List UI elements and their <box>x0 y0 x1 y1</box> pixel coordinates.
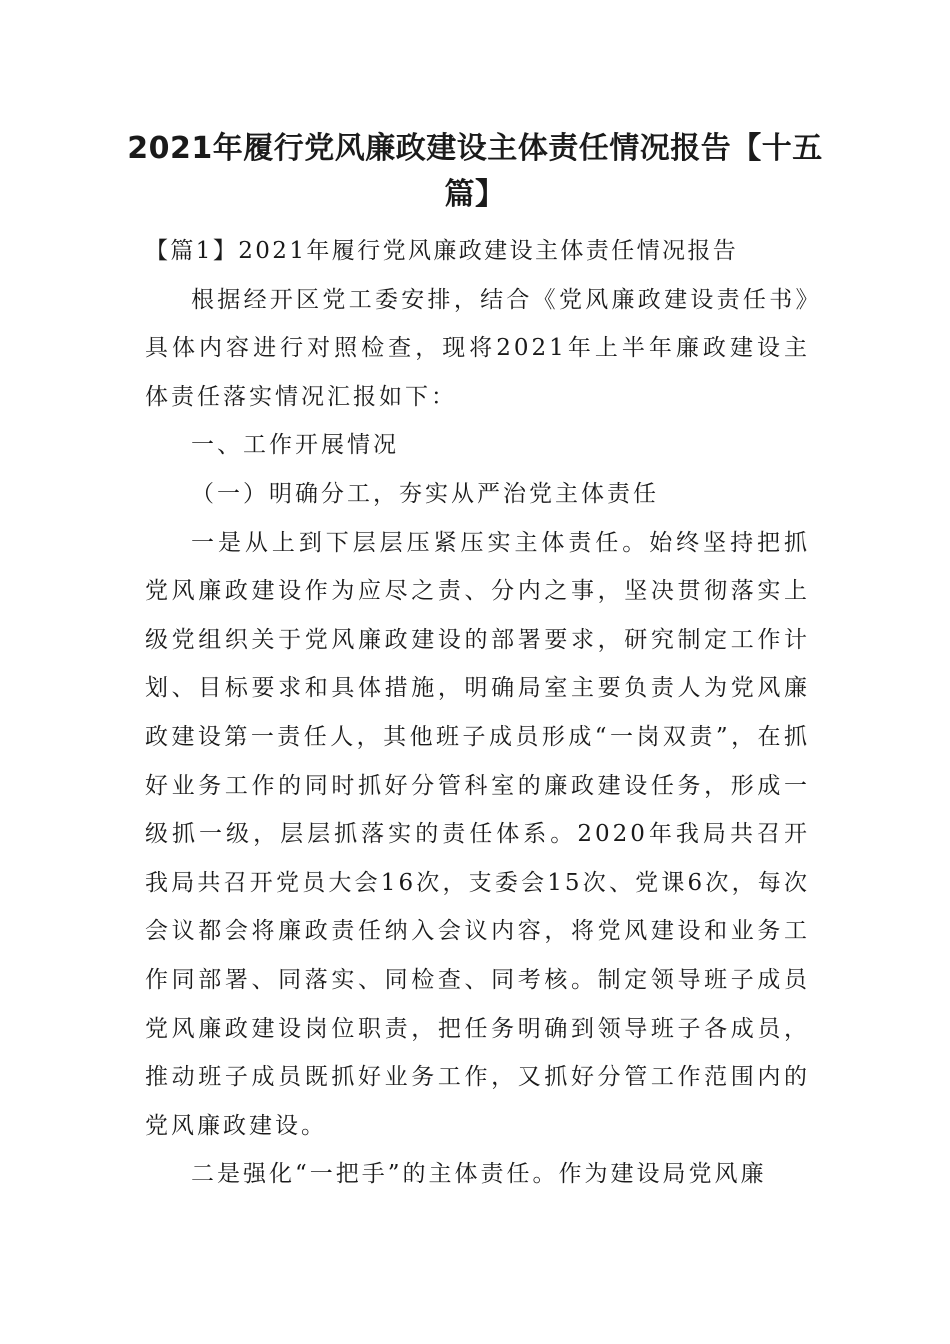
paragraph-point-2: 二是强化“一把手”的主体责任。作为建设局党风廉 <box>191 1161 767 1188</box>
paragraph-intro: 根据经开区党工委安排，结合《党风廉政建设责任书》具体内容进行对照检查，现将2021年上半年廉政建设主体责任落实情况汇报如下： <box>145 286 810 410</box>
document-body <box>145 227 810 1199</box>
section-heading-1: 一、工作开展情况 <box>191 432 399 459</box>
paragraph-point-1: 一是从上到下层层压紧压实主体责任。始终坚持把抓党风廉政建设作为应尽之责、分内之事，坚决贯彻落实上级党组织关于党风廉政建设的部署要求，研究制定工作计划、目标要求和具体措施，明确局室主要负责人为党风廉政建设第一责任人，其他班子成员形成“一岗双责”，在抓好业务工作的同时抓好分管科室的廉政建设任务，形成一级抓一级，层层抓落实的责任体系。2020年我局共召开我局共召开党员大会16次，支委会15次、党课6次，每次会议都会将廉政责任纳入会议内容，将党风建设和业务工作同部署、同落实、同检查、同考核。制定领导班子成员党风廉政建设岗位职责，把任务明确到领导班子各成员，推动班子成员既抓好业务工作，又抓好分管工作范围内的党风廉政建设。 <box>145 529 810 1139</box>
subsection-heading-1: （一）明确分工，夯实从严治党主体责任 <box>191 480 659 507</box>
document-title: 2021年履行党风廉政建设主体责任情况报告【十五篇】 <box>127 131 823 212</box>
document-subtitle: 【篇1】2021年履行党风廉政建设主体责任情况报告 <box>145 238 739 264</box>
